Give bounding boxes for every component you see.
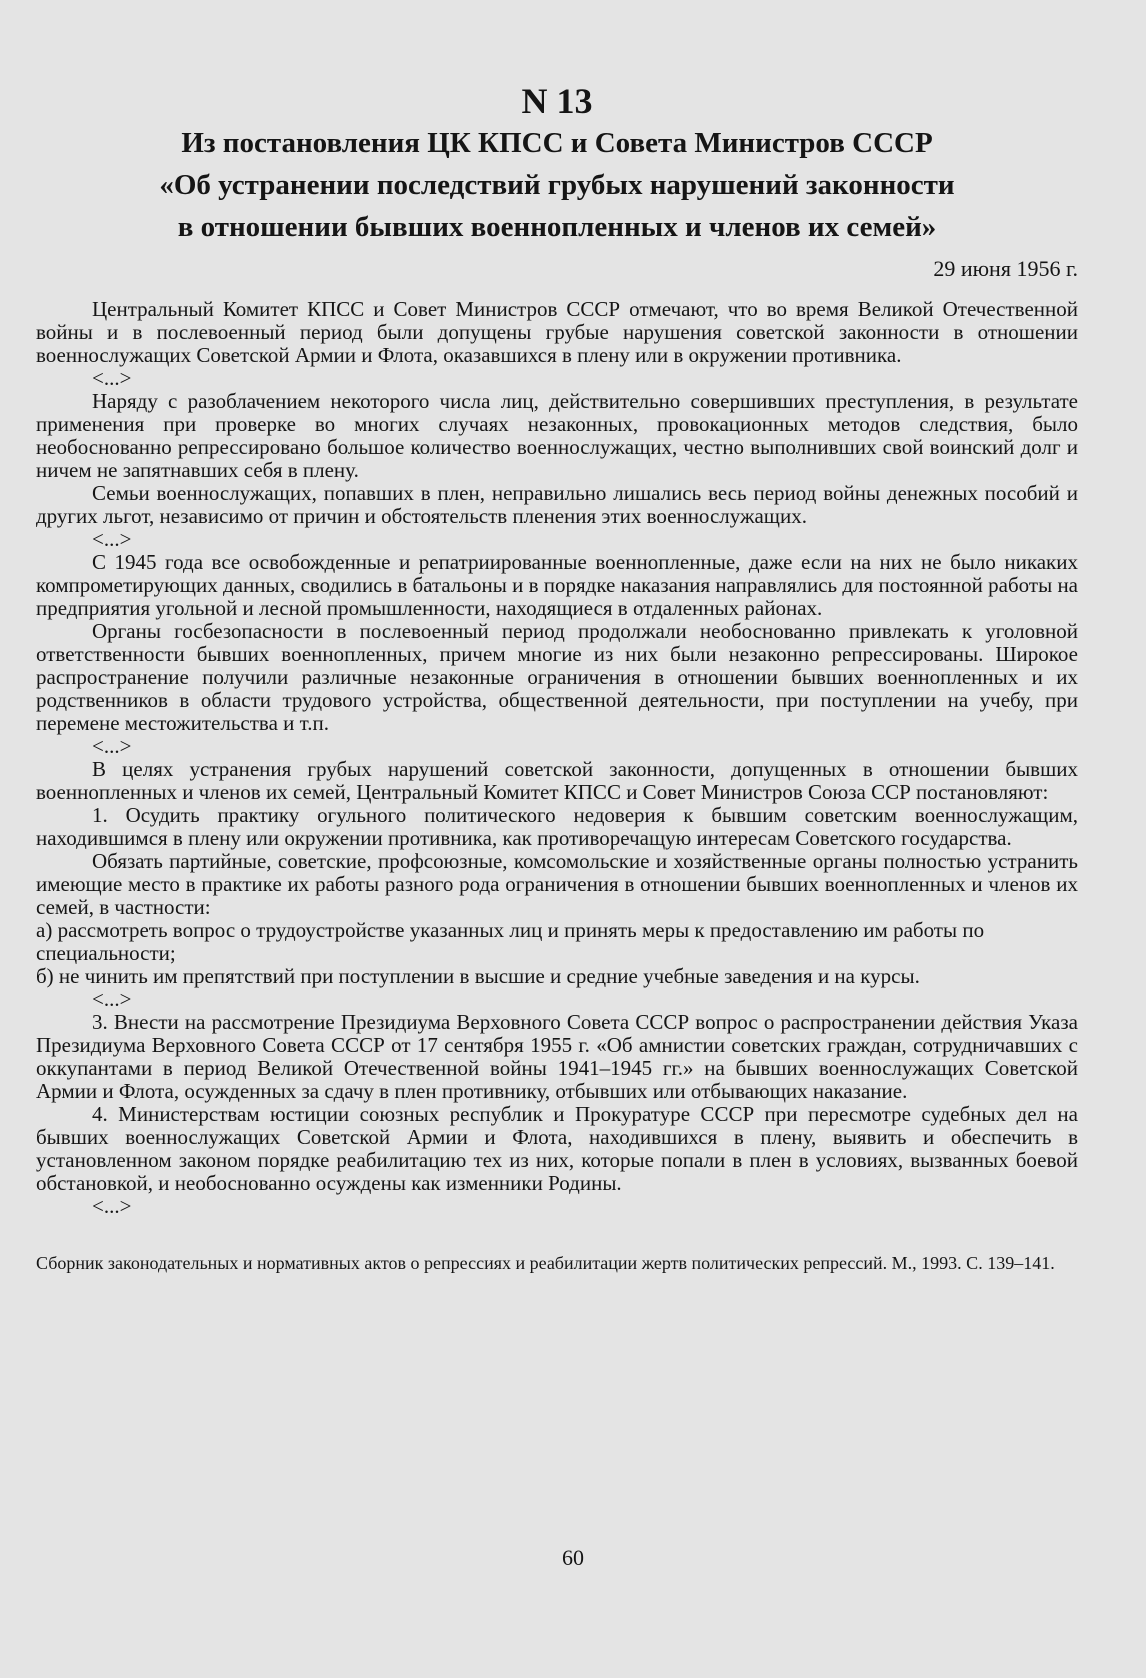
list-item-b: б) не чинить им препятствий при поступлении в высшие и средние учебные заведения и на курсы. <box>36 964 920 988</box>
paragraph-3: Семьи военнослужащих, попавших в плен, неправильно лишались весь период войны денежных пособий и других льгот, независимо от причин и обстоятельств пленения этих военнослужащих. <box>36 481 1078 528</box>
document-title-line-3: в отношении бывших военнопленных и членов их семей» <box>177 211 937 243</box>
document-number: N 13 <box>521 81 593 121</box>
paragraph-5: Органы госбезопасности в послевоенный период продолжали необоснованно привлекать к уголовной ответственности бывших военнопленных, причем многие из них были незаконно репрессированы. Широкое распространение получили различные незаконные ограничения в отношении бывших военнопленных и их родственников в области трудового устройства, общественной деятельности, при поступлении на учебу, при перемене местожительства и т.п. <box>36 619 1078 735</box>
omission-mark-1: <...> <box>92 366 132 390</box>
paragraph-10: 4. Министерствам юстиции союзных республик и Прокуратуре СССР при пересмотре судебных дел на бывших военнослужащих Советской Армии и Флота, находившихся в плену, выявить и обеспечить в установленном законом порядке реабилитацию тех из них, которые попали в плен в условиях, вызванных боевой обстановкой, и необоснованно осуждены как изменники Родины. <box>36 1102 1078 1195</box>
page-number: 60 <box>562 1545 584 1570</box>
paragraph-8: Обязать партийные, советские, профсоюзные, комсомольские и хозяйственные органы полностью устранить имеющие место в практике их работы разного рода ограничения в отношении бывших военнопленных и членов их семей, в частности: <box>36 849 1078 919</box>
document-date: 29 июня 1956 г. <box>933 256 1078 281</box>
omission-mark-2: <...> <box>92 527 132 551</box>
source-citation: Сборник законодательных и нормативных актов о репрессиях и реабилитации жертв политических репрессий. М., 1993. С. 139–141. <box>36 1253 1055 1273</box>
document-title-line-1: Из постановления ЦК КПСС и Совета Министров СССР <box>181 127 933 159</box>
omission-mark-5: <...> <box>92 1194 132 1218</box>
omission-mark-3: <...> <box>92 734 132 758</box>
paragraph-9: 3. Внести на рассмотрение Президиума Верховного Совета СССР вопрос о распространении действия Указа Президиума Верховного Совета СССР от 17 сентября 1955 г. «Об амнистии советских граждан, сотрудничавших с оккупантами в период Великой Отечественной войны 1941–1945 гг.» на бывших военнослужащих Советской Армии и Флота, осужденных за сдачу в плен противнику, отбывших или отбывающих наказание. <box>36 1010 1078 1103</box>
document-content <box>36 80 1078 1274</box>
list-item-a: а) рассмотреть вопрос о трудоустройстве указанных лиц и принять меры к предоставлению им работы по специальности; <box>36 918 985 965</box>
document-title-line-2: «Об устранении последствий грубых нарушений законности <box>159 169 955 201</box>
omission-mark-4: <...> <box>92 987 132 1011</box>
paragraph-2: Наряду с разоблачением некоторого числа лиц, действительно совершивших преступления, в результате применения при проверке во многих случаях незаконных, провокационных методов следствия, было необоснованно репрессировано большое количество военнослужащих, честно выполнивших свой воинский долг и ничем не запятнавших себя в плену. <box>36 389 1078 482</box>
paragraph-4: С 1945 года все освобожденные и репатриированные военнопленные, даже если на них не было никаких компрометирующих данных, сводились в батальоны и в порядке наказания направлялись для постоянной работы на предприятия угольной и лесной промышленности, находящиеся в отдаленных районах. <box>36 550 1078 620</box>
paragraph-1: Центральный Комитет КПСС и Совет Министров СССР отмечают, что во время Великой Отечественной войны и в послевоенный период были допущены грубые нарушения советской законности в отношении военнослужащих Советской Армии и Флота, оказавшихся в плену или в окружении противника. <box>36 297 1078 367</box>
paragraph-7: 1. Осудить практику огульного политического недоверия к бывшим советским военнослужащим, находившимся в плену или окружении противника, как противоречащую интересам Советского государства. <box>36 803 1078 850</box>
paragraph-6: В целях устранения грубых нарушений советской законности, допущенных в отношении бывших военнопленных и членов их семей, Центральный Комитет КПСС и Совет Министров Союза ССР постановляют: <box>36 757 1078 804</box>
